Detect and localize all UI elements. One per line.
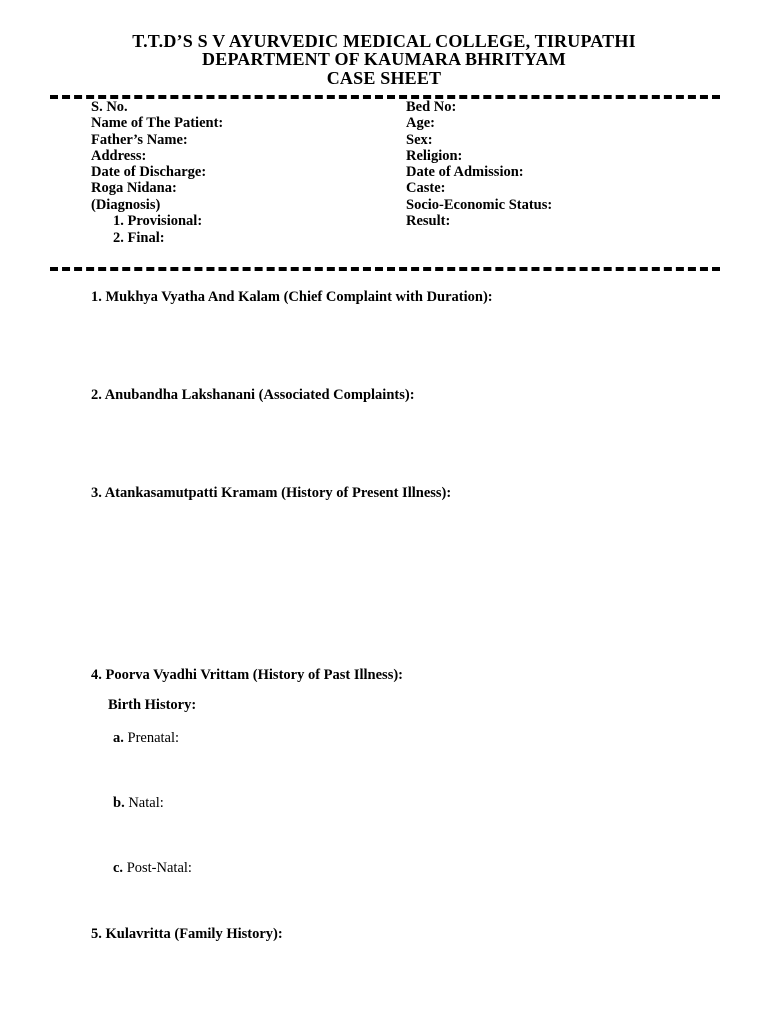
- diagnosis-label: (Diagnosis): [91, 197, 161, 213]
- section-associated-complaints: 2. Anubandha Lakshanani (Associated Complaints):: [91, 387, 415, 403]
- post-natal-label: Post-Natal:: [126, 860, 192, 876]
- birth-history-post-natal: [113, 860, 192, 876]
- birth-history-natal: [113, 795, 164, 811]
- college-title: T.T.D’S S V AYURVEDIC MEDICAL COLLEGE, TIRUPATHI: [132, 31, 636, 51]
- age-field: Age:: [406, 115, 435, 131]
- list-marker: c.: [113, 860, 124, 876]
- father-name-field: Father’s Name:: [91, 132, 188, 148]
- address-field: Address:: [91, 148, 147, 164]
- birth-history-heading: Birth History:: [108, 697, 197, 713]
- department-title: DEPARTMENT OF KAUMARA BHRITYAM: [202, 49, 566, 69]
- case-sheet-title: CASE SHEET: [326, 68, 442, 88]
- prenatal-label: Prenatal:: [127, 730, 180, 746]
- section-past-illness: 4. Poorva Vyadhi Vrittam (History of Past Illness):: [91, 667, 404, 683]
- section-chief-complaint: 1. Mukhya Vyatha And Kalam (Chief Complaint with Duration):: [91, 289, 493, 305]
- result-field: Result:: [406, 213, 451, 229]
- socio-economic-status-field: Socio-Economic Status:: [406, 197, 553, 213]
- provisional-diagnosis-field: 1. Provisional:: [113, 213, 203, 229]
- list-marker: a.: [113, 730, 124, 746]
- list-marker: b.: [113, 795, 125, 811]
- section-present-illness: 3. Atankasamutpatti Kramam (History of Present Illness):: [91, 485, 452, 501]
- final-diagnosis-field: 2. Final:: [113, 230, 165, 246]
- top-dashed-divider: [50, 95, 720, 99]
- bed-number-field: Bed No:: [406, 99, 457, 115]
- roga-nidana-field: Roga Nidana:: [91, 180, 177, 196]
- admission-date-field: Date of Admission:: [406, 164, 524, 180]
- sex-field: Sex:: [406, 132, 433, 148]
- discharge-date-field: Date of Discharge:: [91, 164, 207, 180]
- bottom-dashed-divider: [50, 267, 720, 271]
- caste-field: Caste:: [406, 180, 446, 196]
- natal-label: Natal:: [128, 795, 164, 811]
- section-family-history: 5. Kulavritta (Family History):: [91, 926, 283, 942]
- religion-field: Religion:: [406, 148, 463, 164]
- patient-name-field: Name of The Patient:: [91, 115, 224, 131]
- birth-history-prenatal: [113, 730, 179, 746]
- serial-number-field: S. No.: [91, 99, 128, 115]
